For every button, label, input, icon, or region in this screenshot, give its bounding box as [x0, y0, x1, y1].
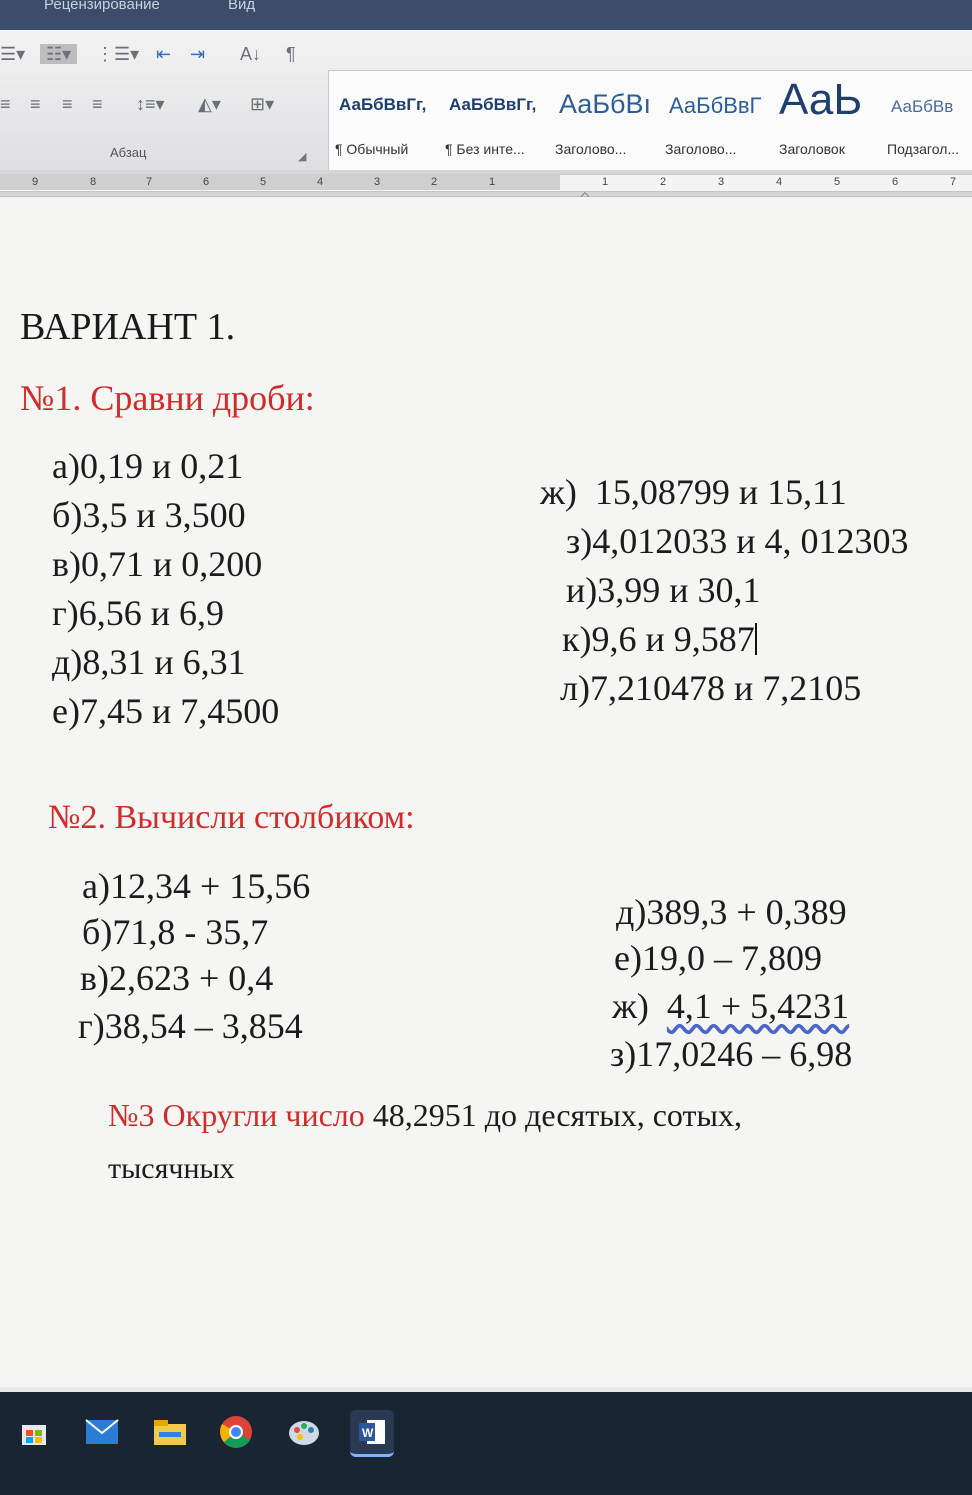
justify-icon[interactable]: ≡ — [92, 94, 103, 114]
mail-icon[interactable] — [80, 1410, 124, 1454]
list-item — [52, 445, 243, 487]
ruler-number: 5 — [834, 176, 841, 188]
list-item — [616, 891, 847, 933]
ribbon — [0, 30, 972, 171]
item-text: 4,012033 и 4, 012303 — [592, 521, 909, 561]
style-sample-title[interactable]: АаЬ — [779, 75, 863, 124]
ruler-number: 4 — [776, 176, 783, 188]
style-name-subtitle[interactable]: Подзагол... — [887, 141, 960, 157]
store-icon[interactable] — [12, 1410, 56, 1454]
list-item — [78, 1005, 303, 1047]
svg-text:W: W — [362, 1426, 374, 1440]
line-spacing-icon[interactable]: ↕≡▾ — [136, 94, 165, 114]
item-text: 7,210478 и 7,2105 — [589, 668, 862, 708]
list-item — [82, 865, 310, 907]
list-item — [80, 957, 273, 999]
style-sample-heading1[interactable]: АаБбВı — [559, 89, 652, 119]
ruler-number: 9 — [32, 176, 39, 188]
ruler-number: 6 — [892, 176, 899, 188]
list-item — [82, 911, 268, 953]
ruler-number: 5 — [260, 176, 267, 188]
document-page[interactable] — [0, 197, 972, 1387]
list-item — [562, 618, 757, 660]
item-label: г) — [78, 1006, 105, 1046]
style-name-title[interactable]: Заголовок — [779, 141, 845, 157]
ruler-number: 1 — [489, 176, 496, 188]
list-item — [612, 985, 849, 1027]
list-item — [566, 569, 761, 611]
item-label: и) — [566, 570, 598, 610]
ruler-number: 1 — [602, 176, 609, 188]
item-label: ж) — [540, 472, 577, 512]
style-sample-subtitle[interactable]: АаБбВв — [891, 97, 954, 116]
task2-title: №2. Вычисли столбиком: — [48, 799, 415, 836]
ruler-number: 7 — [146, 176, 153, 188]
paragraph-group-label: Абзац — [110, 145, 147, 160]
item-label: а) — [52, 446, 80, 486]
item-text: 71,8 - 35,7 — [112, 912, 269, 952]
ruler-number: 4 — [317, 176, 324, 188]
multilevel-list-icon[interactable]: ⋮☰▾ — [96, 44, 140, 64]
align-left-icon[interactable]: ≡ — [0, 94, 11, 114]
align-center-icon[interactable]: ≡ — [30, 94, 41, 114]
dialog-launcher-icon[interactable]: ◢ — [298, 151, 307, 163]
tab-review[interactable]: Рецензирование — [44, 0, 160, 13]
item-label: в) — [52, 544, 81, 584]
ruler-number: 3 — [718, 176, 725, 188]
list-item — [566, 520, 908, 562]
item-text: 4,1 + 5,4231 — [666, 986, 850, 1026]
sort-icon[interactable]: A↓ — [240, 44, 262, 64]
item-label: в) — [80, 958, 109, 998]
item-text: 9,6 и 9,587 — [591, 619, 755, 659]
variant-heading: ВАРИАНТ 1. — [20, 306, 236, 348]
numbering-icon[interactable]: ☷▾ — [40, 44, 77, 64]
task3-text: 48,2951 до десятых, сотых, — [372, 1097, 742, 1133]
ruler-number: 8 — [90, 176, 97, 188]
taskbar — [0, 1392, 972, 1495]
style-sample-normal[interactable]: АаБбВвГг, — [339, 95, 427, 114]
horizontal-ruler[interactable] — [0, 170, 972, 197]
list-item — [52, 543, 262, 585]
item-text: 3,5 и 3,500 — [82, 495, 246, 535]
item-text: 38,54 – 3,854 — [104, 1006, 303, 1046]
item-label: е) — [614, 938, 642, 978]
ruler-margin-area — [0, 174, 560, 190]
item-label: д) — [52, 642, 83, 682]
ruler-number: 7 — [950, 176, 957, 188]
item-label: з) — [610, 1034, 637, 1074]
style-sample-no-spacing[interactable]: АаБбВвГг, — [449, 95, 537, 114]
item-text: 19,0 – 7,809 — [641, 938, 822, 978]
styles-gallery — [328, 70, 972, 180]
style-name-no-spacing[interactable]: ¶ Без инте... — [445, 141, 525, 157]
task3-title: №3 Округли число — [108, 1097, 365, 1133]
style-name-normal[interactable]: ¶ Обычный — [335, 141, 409, 157]
bullets-icon[interactable]: ☰▾ — [0, 44, 26, 64]
item-text: 8,31 и 6,31 — [82, 642, 246, 682]
increase-indent-icon[interactable]: ⇥ — [190, 44, 206, 64]
task3-line2: тысячных — [108, 1152, 235, 1185]
paint-icon[interactable] — [282, 1410, 326, 1454]
item-text: 0,71 и 0,200 — [81, 544, 263, 584]
tab-view[interactable]: Вид — [228, 0, 256, 13]
item-text: 3,99 и 30,1 — [597, 570, 761, 610]
ruler-number: 6 — [203, 176, 210, 188]
item-label: д) — [616, 892, 647, 932]
ruler-number: 2 — [431, 176, 438, 188]
task1-title: №1. Сравни дроби: — [20, 378, 315, 418]
item-label: ж) — [612, 986, 649, 1026]
word-icon[interactable] — [350, 1410, 394, 1457]
item-text: 6,56 и 6,9 — [78, 593, 225, 633]
list-item — [52, 641, 246, 683]
item-text: 12,34 + 15,56 — [109, 866, 311, 906]
borders-icon[interactable]: ⊞▾ — [250, 94, 275, 114]
style-sample-heading2[interactable]: АаБбВвГ — [669, 93, 762, 118]
item-label: б) — [52, 495, 83, 535]
list-item — [52, 494, 246, 536]
item-text: 7,45 и 7,4500 — [79, 691, 280, 731]
task3-line — [108, 1097, 742, 1134]
chrome-icon[interactable] — [214, 1410, 258, 1454]
item-label: а) — [82, 866, 110, 906]
text-cursor — [755, 623, 757, 655]
item-label: з) — [566, 521, 593, 561]
item-text: 0,19 и 0,21 — [79, 446, 244, 486]
ribbon-tab-bar — [0, 0, 972, 30]
list-item — [540, 471, 847, 513]
list-item — [52, 592, 224, 634]
list-item — [610, 1033, 852, 1075]
list-item — [560, 667, 861, 709]
item-text: 15,08799 и 15,11 — [594, 472, 847, 512]
ruler-number: 3 — [374, 176, 381, 188]
item-text: 17,0246 – 6,98 — [636, 1034, 853, 1074]
shading-icon[interactable]: ◭▾ — [198, 94, 221, 114]
ruler-number: 2 — [660, 176, 667, 188]
item-label: е) — [52, 691, 80, 731]
item-label: г) — [52, 593, 79, 633]
style-name-heading1[interactable]: Заголово... — [555, 141, 627, 157]
file-explorer-icon[interactable] — [148, 1410, 192, 1454]
list-item — [52, 690, 279, 732]
align-right-icon[interactable]: ≡ — [62, 94, 73, 114]
list-item — [614, 937, 822, 979]
style-name-heading2[interactable]: Заголово... — [665, 141, 737, 157]
item-text: 389,3 + 0,389 — [646, 892, 847, 932]
item-text: 2,623 + 0,4 — [109, 958, 274, 998]
show-formatting-icon[interactable]: ¶ — [286, 44, 296, 64]
item-label: б) — [82, 912, 113, 952]
item-label: к) — [562, 619, 592, 659]
item-label: л) — [560, 668, 590, 708]
decrease-indent-icon[interactable]: ⇤ — [156, 44, 172, 64]
